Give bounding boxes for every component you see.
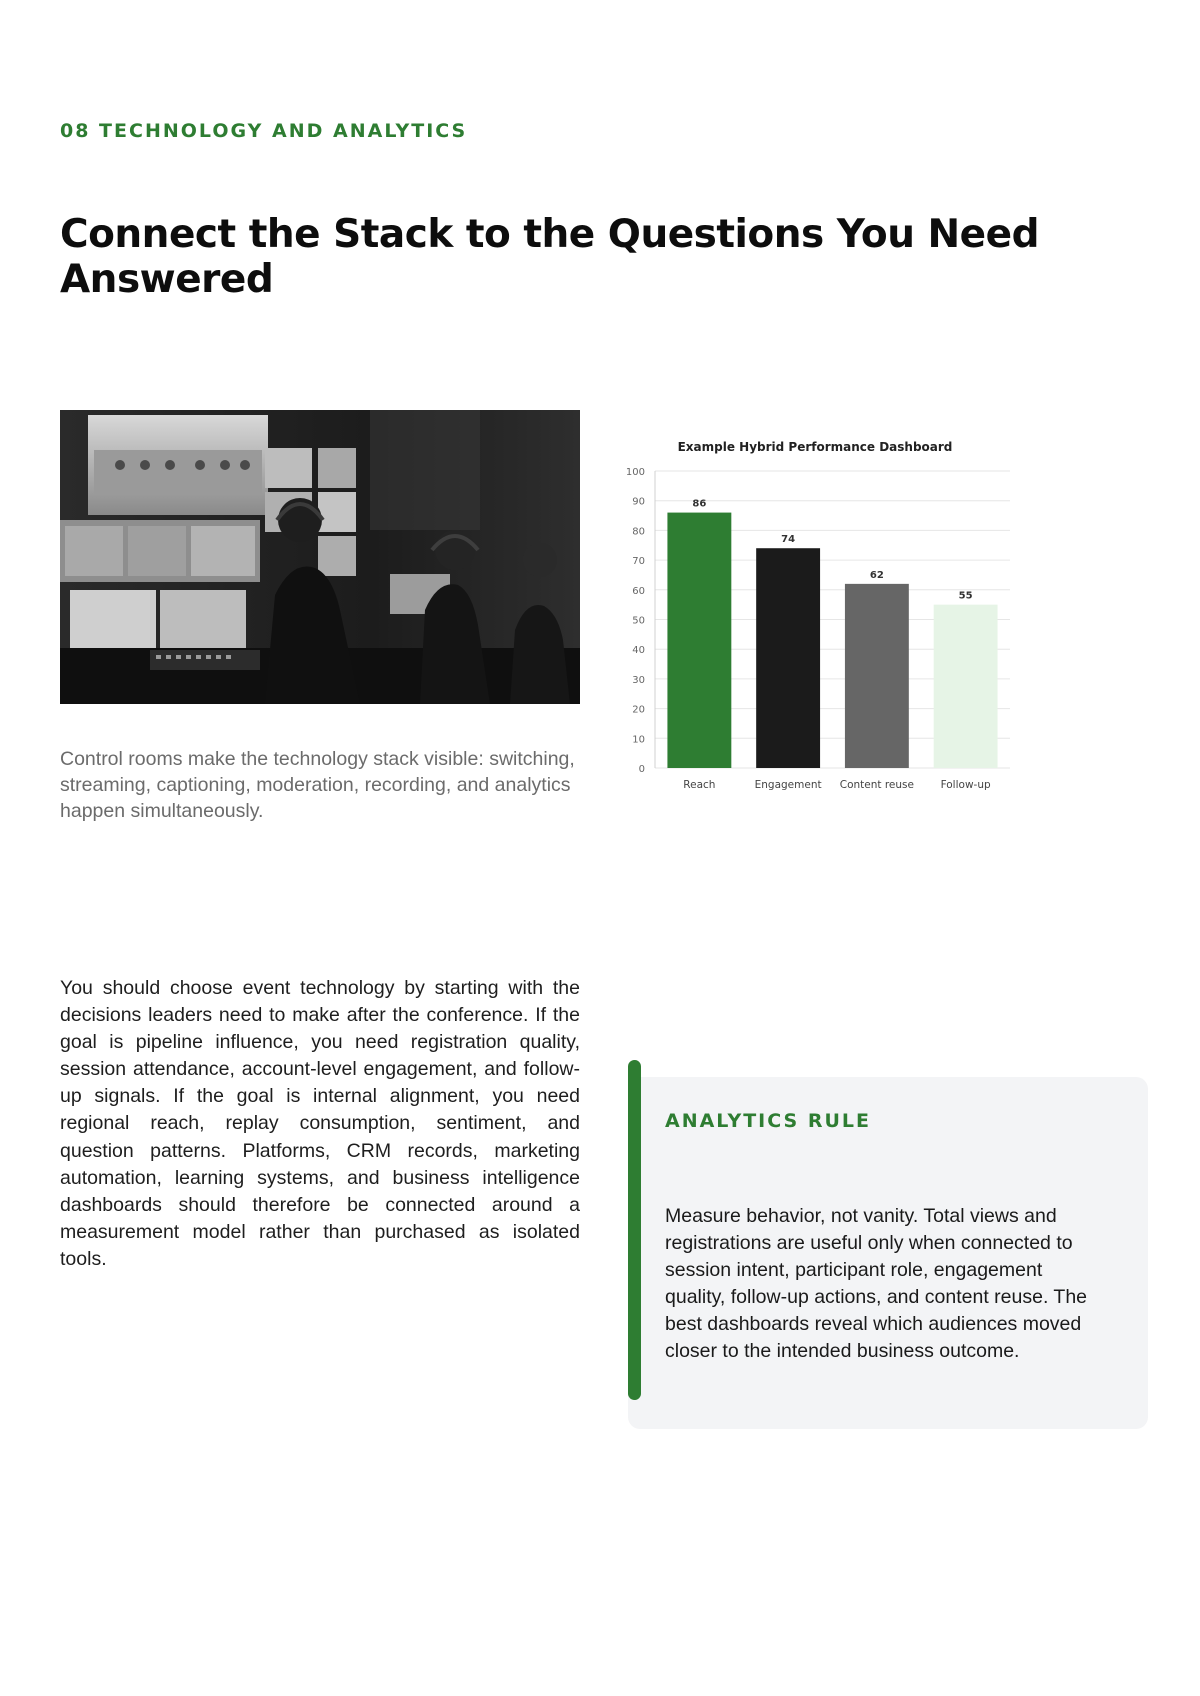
bar-value-label: 55: [958, 590, 973, 602]
bar-reach: [667, 513, 731, 768]
control-room-photo: [60, 410, 580, 704]
x-tick-label: Reach: [683, 779, 716, 791]
bar-value-label: 62: [869, 569, 884, 581]
y-tick-label: 60: [632, 585, 645, 597]
callout-label: ANALYTICS RULE: [665, 1110, 871, 1132]
performance-chart: [620, 436, 1020, 796]
y-tick-label: 0: [638, 764, 645, 775]
x-tick-label: Engagement: [754, 779, 822, 791]
bar-content-reuse: [845, 584, 909, 768]
y-tick-label: 10: [632, 734, 645, 746]
y-tick-label: 70: [632, 556, 645, 568]
page-title: Connect the Stack to the Questions You Need Answered: [60, 212, 1039, 302]
callout-text: Measure behavior, not vanity. Total views and registrations are useful only when connected to session intent, participant role, engagement quality, follow-up actions, and content reuse. The best dashboards reveal which audiences moved closer to the intended business outcome.: [665, 1205, 1088, 1363]
section-eyebrow: 08 TECHNOLOGY AND ANALYTICS: [60, 120, 468, 142]
y-tick-label: 100: [625, 467, 645, 478]
y-tick-label: 30: [632, 674, 645, 686]
bar-engagement: [756, 548, 820, 768]
chart-title: Example Hybrid Performance Dashboard: [677, 440, 953, 454]
body-paragraph: You should choose event technology by starting with the decisions leaders need to make after the conference. If the goal is pipeline influence, you need registration quality, session attendance, account-level engagement, and follow-up signals. If the goal is internal alignment, you need regional reach, replay consumption, sentiment, and question patterns. Platforms, CRM records, marketing automation, learning systems, and business intelligence dashboards should therefore be connected around a measurement model rather than purchased as isolated tools.: [60, 977, 580, 1270]
y-tick-label: 40: [632, 645, 645, 657]
photo-caption: Control rooms make the technology stack visible: switching, streaming, captioning, moderation, recording, and analytics happen simultaneously.: [60, 748, 575, 822]
control-room-illustration: [60, 410, 580, 704]
callout-accent-bar: [628, 1060, 641, 1400]
y-tick-label: 90: [632, 496, 645, 508]
x-tick-label: Content reuse: [839, 779, 914, 791]
bar-value-label: 86: [692, 498, 707, 510]
y-tick-label: 20: [632, 704, 645, 716]
y-tick-label: 50: [632, 615, 645, 627]
bar-follow-up: [934, 605, 998, 768]
bar-chart-svg: [620, 436, 1020, 796]
x-tick-label: Follow-up: [940, 779, 991, 791]
y-tick-label: 80: [632, 526, 645, 538]
bar-value-label: 74: [781, 534, 796, 546]
